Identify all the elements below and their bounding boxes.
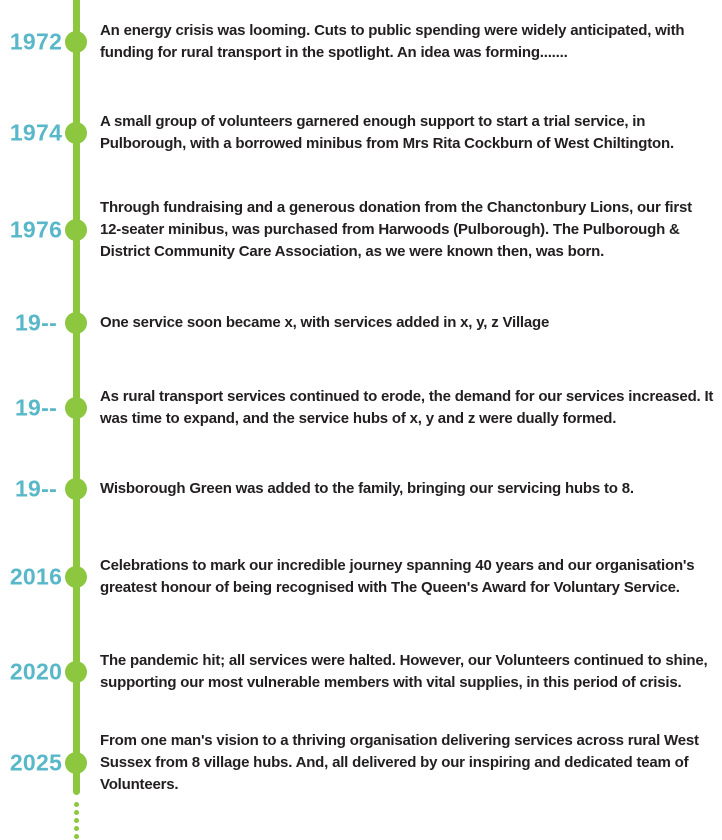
tail-dot bbox=[74, 834, 79, 839]
timeline-item bbox=[0, 386, 722, 430]
timeline-entry-text: The pandemic hit; all services were halted. However, our Volunteers continued to shine, supporting our most vulnerable members with vital supplies, in this period of crisis. bbox=[100, 652, 708, 691]
timeline-year-label: 19-- bbox=[14, 309, 58, 336]
tail-dot bbox=[74, 810, 79, 815]
timeline-entry-text: As rural transport services continued to erode, the demand for our services increased. It was time to expand, and the service hubs of x, y and z were dually formed. bbox=[100, 388, 714, 427]
timeline-item bbox=[0, 555, 722, 599]
tail-dot bbox=[74, 818, 79, 823]
timeline-year-label: 19-- bbox=[14, 475, 58, 502]
timeline-item bbox=[0, 197, 722, 263]
tail-dot bbox=[74, 826, 79, 831]
dotted-line-continuation bbox=[74, 802, 79, 839]
timeline-node-dot bbox=[65, 397, 87, 419]
timeline-node-dot bbox=[65, 312, 87, 334]
timeline-year-label: 2016 bbox=[9, 563, 63, 590]
timeline-year-label: 2020 bbox=[9, 658, 63, 685]
timeline-item bbox=[0, 475, 722, 502]
timeline-node-dot bbox=[65, 31, 87, 53]
timeline-item bbox=[0, 730, 722, 796]
timeline-entry-text: Through fundraising and a generous donation from the Chanctonbury Lions, our first 12-seater minibus, was purchased from Harwoods (Pulborough). The Pulborough & District Community Care Association, as we were known then, was born. bbox=[100, 199, 692, 260]
timeline-node-dot bbox=[65, 566, 87, 588]
timeline-node-dot bbox=[65, 661, 87, 683]
timeline-entry-text: A small group of volunteers garnered enough support to start a trial service, in Pulborough, with a borrowed minibus from Mrs Rita Cockburn of West Chiltington. bbox=[100, 113, 674, 152]
timeline-node-dot bbox=[65, 478, 87, 500]
timeline-entry-text: One service soon became x, with services added in x, y, z Village bbox=[100, 314, 550, 331]
timeline-entry-text: An energy crisis was looming. Cuts to public spending were widely anticipated, with funding for rural transport in the spotlight. An idea was forming....... bbox=[100, 22, 685, 61]
timeline-node-dot bbox=[65, 122, 87, 144]
timeline-year-label: 19-- bbox=[14, 394, 58, 421]
timeline-year-label: 1974 bbox=[9, 119, 63, 146]
timeline-year-label: 2025 bbox=[9, 749, 63, 776]
timeline-item bbox=[0, 111, 722, 155]
timeline-entry-text: From one man's vision to a thriving organisation delivering services across rural West Sussex from 8 village hubs. And, all delivered by our inspiring and dedicated team of Volunteers. bbox=[100, 732, 699, 793]
timeline-item bbox=[0, 650, 722, 694]
timeline-node-dot bbox=[65, 219, 87, 241]
timeline-year-label: 1976 bbox=[9, 216, 63, 243]
timeline-item bbox=[0, 309, 722, 336]
tail-dot bbox=[74, 802, 79, 807]
timeline-year-label: 1972 bbox=[9, 28, 63, 55]
timeline-item bbox=[0, 20, 722, 64]
timeline-entry-text: Wisborough Green was added to the family, bringing our servicing hubs to 8. bbox=[100, 480, 634, 497]
timeline-entry-text: Celebrations to mark our incredible journey spanning 40 years and our organisation's greatest honour of being recognised with The Queen's Award for Voluntary Service. bbox=[100, 557, 695, 596]
timeline-node-dot bbox=[65, 752, 87, 774]
